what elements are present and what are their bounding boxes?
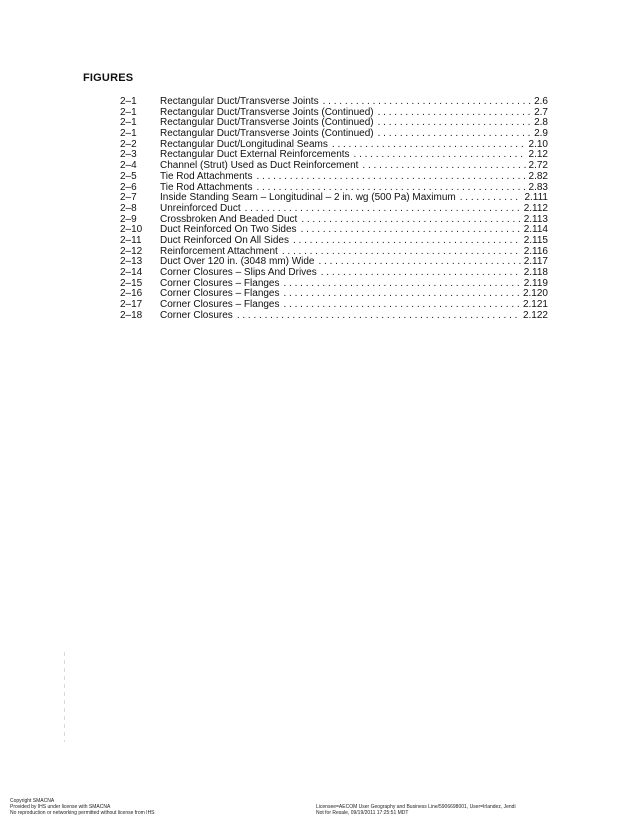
dot-leader <box>301 215 520 226</box>
figure-title: Duct Reinforced On All Sides <box>160 234 289 246</box>
dot-leader <box>332 140 526 151</box>
dot-leader <box>282 247 521 258</box>
figure-page-number: 2.10 <box>528 138 548 150</box>
figure-page-number: 2.118 <box>523 267 548 278</box>
dot-leader <box>301 225 521 236</box>
figure-number: 2–18 <box>120 309 143 321</box>
figure-number: 2–1 <box>120 96 137 107</box>
figure-title: Corner Closures – Flanges <box>160 277 280 289</box>
figure-number: 2–14 <box>120 267 143 278</box>
figure-page-number: 2.8 <box>534 117 548 129</box>
figure-page-number: 2.120 <box>522 288 548 300</box>
dot-leader <box>245 204 521 215</box>
figure-page-number: 2.7 <box>534 106 548 118</box>
figure-number: 2–1 <box>120 128 137 140</box>
figure-number: 2–6 <box>120 181 137 193</box>
footer-copyright <box>10 798 155 816</box>
figure-entry <box>120 204 548 215</box>
figure-title: Corner Closures – Flanges <box>160 288 280 300</box>
dot-leader <box>319 257 521 268</box>
figure-title: Inside Standing Seam – Longitudinal – 2 in. wg (500 Pa) Maximum <box>160 192 456 204</box>
figure-page-number: 2.114 <box>523 224 548 236</box>
figure-title: Channel (Strut) Used as Duct Reinforcement <box>160 160 359 172</box>
dot-leader <box>293 236 521 247</box>
dot-leader <box>256 172 525 183</box>
figure-number: 2–10 <box>120 224 143 236</box>
figure-number: 2–9 <box>120 213 137 225</box>
figure-page-number: 2.72 <box>528 160 548 172</box>
figure-title: Duct Over 120 in. (3048 mm) Wide <box>160 256 315 268</box>
dot-leader <box>284 289 520 300</box>
figure-number: 2–4 <box>120 160 137 172</box>
figure-page-number: 2.9 <box>534 128 548 140</box>
dot-leader <box>284 300 520 311</box>
figure-number: 2–11 <box>120 234 142 246</box>
figure-title: Corner Closures <box>160 309 233 321</box>
footer-line: Provided by IHS under license with SMACNA <box>10 804 111 810</box>
figure-title: Crossbroken And Beaded Duct <box>160 213 298 225</box>
footer-line: Not for Resale, 09/19/2011 17:25:51 MDT <box>316 810 409 816</box>
figure-number: 2–2 <box>120 138 137 150</box>
figure-number: 2–5 <box>120 170 137 182</box>
figure-number: 2–7 <box>120 192 137 204</box>
figure-entry <box>120 172 548 183</box>
figures-list <box>120 97 548 321</box>
dot-leader <box>378 129 531 140</box>
figure-page-number: 2.122 <box>522 309 548 321</box>
dot-leader <box>284 279 521 290</box>
figure-page-number: 2.112 <box>523 202 548 214</box>
figure-number: 2–1 <box>120 106 137 118</box>
figure-number: 2–1 <box>120 117 137 129</box>
dot-leader <box>378 108 531 119</box>
dot-leader <box>378 118 531 129</box>
figure-title: Rectangular Duct/Transverse Joints (Continued) <box>160 117 374 129</box>
figure-number: 2–12 <box>120 245 143 257</box>
figure-title: Rectangular Duct/Transverse Joints (Continued) <box>160 106 374 118</box>
figure-page-number: 2.116 <box>523 245 548 257</box>
dot-leader <box>237 311 520 322</box>
figure-title: Rectangular Duct/Transverse Joints <box>160 96 319 107</box>
figure-page-number: 2.111 <box>524 192 548 204</box>
dot-leader <box>321 268 521 279</box>
footer-license <box>316 804 516 816</box>
figure-title: Tie Rod Attachments <box>160 170 253 182</box>
figure-page-number: 2.119 <box>523 277 548 289</box>
figure-page-number: 2.12 <box>528 149 548 161</box>
footer-line: Licensee=AECOM User Geography and Business Line/5906698001, User=Irlandez, Jendi <box>316 804 516 810</box>
figure-title: Duct Reinforced On Two Sides <box>160 224 297 236</box>
dot-leader <box>362 161 525 172</box>
figure-page-number: 2.82 <box>528 170 548 182</box>
figure-page-number: 2.121 <box>522 299 548 311</box>
figure-number: 2–16 <box>120 288 143 300</box>
dot-leader <box>460 193 522 204</box>
figure-page-number: 2.83 <box>528 181 548 193</box>
figure-number: 2–17 <box>120 299 143 311</box>
margin-marks <box>64 652 66 742</box>
dot-leader <box>354 150 526 161</box>
figure-number: 2–15 <box>120 277 143 289</box>
figure-page-number: 2.6 <box>534 96 548 107</box>
figure-title: Unreinforced Duct <box>160 202 241 214</box>
figure-page-number: 2.115 <box>523 234 548 246</box>
figure-number: 2–13 <box>120 256 143 268</box>
section-heading: FIGURES <box>83 72 134 84</box>
figure-title: Corner Closures – Flanges <box>160 299 280 311</box>
figure-page-number: 2.117 <box>523 256 548 268</box>
footer-line: Copyright SMACNA <box>10 798 55 804</box>
figure-entry <box>120 311 548 322</box>
figure-title: Rectangular Duct/Longitudinal Seams <box>160 138 328 150</box>
figure-page-number: 2.113 <box>523 213 548 225</box>
figure-number: 2–8 <box>120 202 137 214</box>
footer-line: No reproduction or networking permitted without license from IHS <box>10 810 155 816</box>
figure-number: 2–3 <box>120 149 137 161</box>
figure-title: Tie Rod Attachments <box>160 181 253 193</box>
figure-title: Corner Closures – Slips And Drives <box>160 267 317 278</box>
figure-title: Rectangular Duct/Transverse Joints (Continued) <box>160 128 374 140</box>
figure-title: Rectangular Duct External Reinforcements <box>160 149 350 161</box>
figure-title: Reinforcement Attachment <box>160 245 278 257</box>
